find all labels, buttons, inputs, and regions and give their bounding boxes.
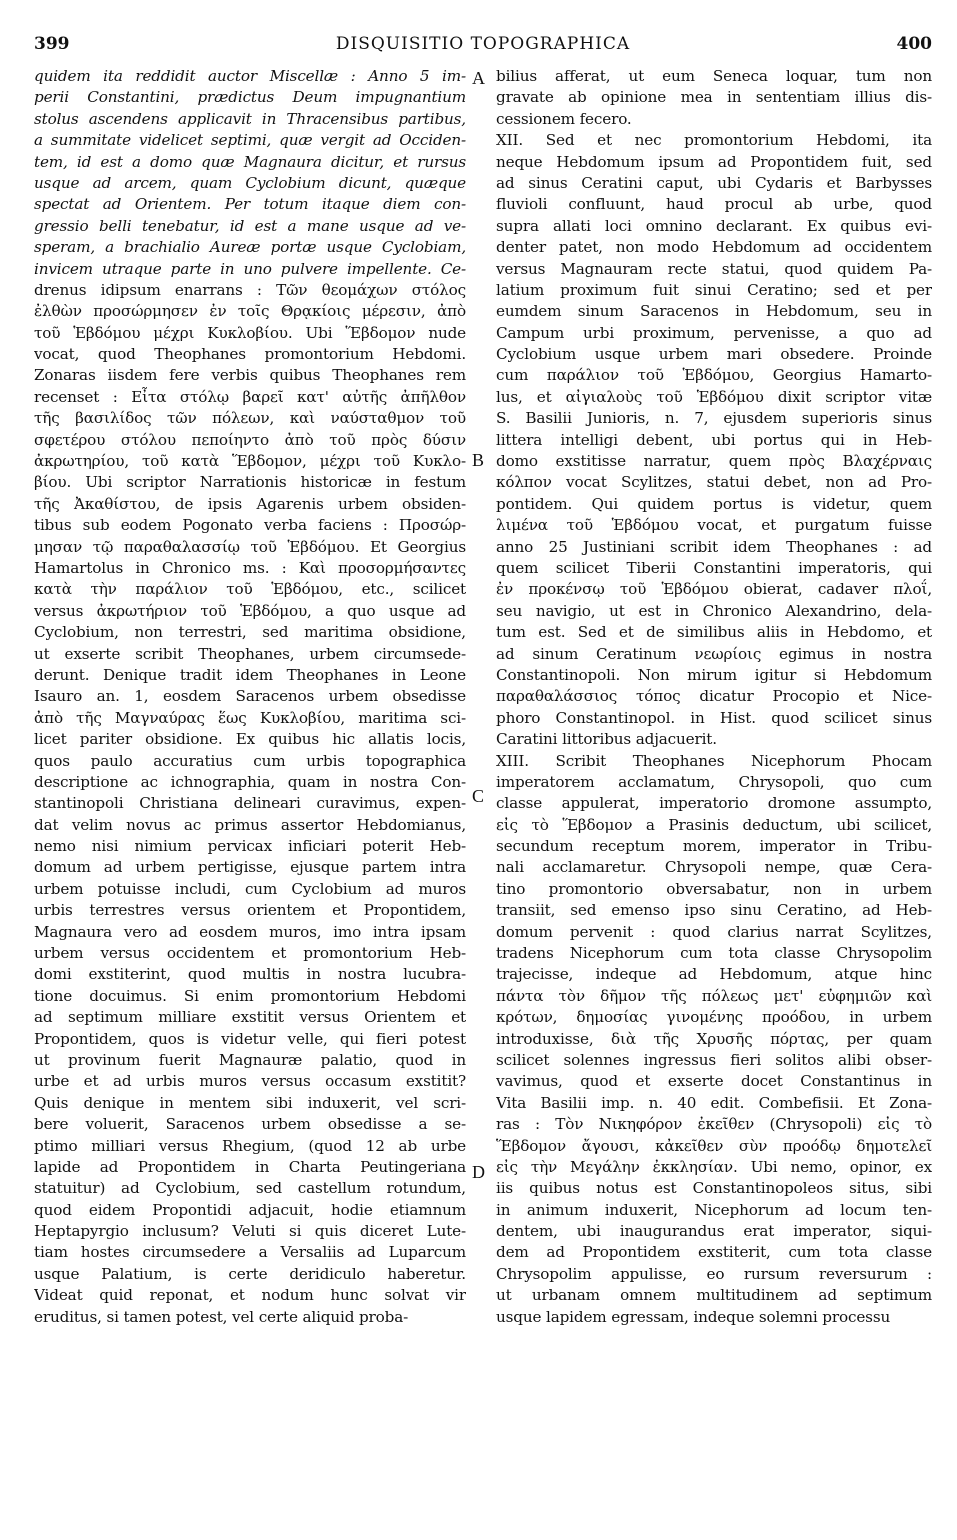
left-column-line: σφετέρου στόλου πεποίηντο ἀπὸ τοῦ πρὸς δύσιν bbox=[34, 430, 466, 449]
left-column bbox=[34, 66, 466, 1328]
left-column-line: μησαν τῷ παραθαλασσίῳ τοῦ Ἑβδόμου. Et Georgius bbox=[34, 537, 466, 556]
left-column-line: ptimo milliari versus Rhegium, (quod 12 ab urbe bbox=[34, 1136, 466, 1155]
left-column-line: perii Constantini, prædictus Deum impugnantium bbox=[34, 88, 466, 107]
right-column-line: nali acclamaretur. Chrysopoli nempe, quæ Cera- bbox=[496, 858, 932, 877]
left-column-line: quos paulo accuratius cum urbis topographica bbox=[34, 751, 466, 770]
right-column-line: usque lapidem egressam, indeque solemni processu bbox=[496, 1307, 891, 1326]
page-number-left: 399 bbox=[34, 34, 70, 54]
left-column-line: urbis terrestres versus orientem et Propontidem, bbox=[34, 901, 466, 920]
left-column-line: drenus idipsum enarrans : Τῶν θεομάχων στόλος bbox=[34, 280, 466, 299]
right-column-line: κόλπον vocat Scylitzes, statui debet, non ad Pro- bbox=[496, 473, 932, 492]
left-column-line: Magnaura vero ad eosdem muros, imo intra ipsam bbox=[34, 922, 466, 941]
left-column-line: speram, a brachialio Aureæ portæ usque Cyclobiam, bbox=[34, 238, 466, 257]
left-column-line: bere voluerit, Saracenos urbem obsedisse a se- bbox=[34, 1115, 466, 1134]
left-column-line: ἀπὸ τῆς Μαγναύρας ἕως Κυκλοβίου, maritima sci- bbox=[34, 708, 466, 727]
right-column-line: dem ad Propontidem exstiterit, cum tota classe bbox=[496, 1243, 932, 1262]
right-column-line: XII. Sed et nec promontorium Hebdomi, ita bbox=[496, 131, 932, 150]
running-title: DISQUISITIO TOPOGRAPHICA bbox=[335, 34, 631, 54]
right-column-line: XIII. Scribit Theophanes Nicephorum Phocam bbox=[496, 751, 932, 770]
right-column-line: Caratini littoribus adjacuerit. bbox=[496, 730, 717, 749]
right-column-line: imperatorem acclamatum, Chrysopoli, quo cum bbox=[496, 772, 932, 791]
right-column-line: bilius afferat, ut eum Seneca loquar, tum non bbox=[496, 67, 932, 85]
left-column-line: descriptione ac ichnographia, quam in nostra Con- bbox=[34, 772, 466, 791]
left-column-line: a summitate videlicet septimi, quæ vergit ad Occiden- bbox=[34, 131, 466, 150]
right-column-line: ad sinus Ceratini caput, ubi Cydaris et Barbysses bbox=[496, 173, 932, 192]
right-column-line: ras : Τὸν Νικηφόρον ἐκεῖθεν (Chrysopoli) εἰς τὸ bbox=[496, 1115, 932, 1134]
left-column-line: Heptapyrgio inclusum? Veluti si quis diceret Lute- bbox=[34, 1222, 466, 1241]
right-column-line: anno 25 Justiniani scribit idem Theophanes : ad bbox=[496, 537, 932, 556]
right-column-line: classe appulerat, imperatorio dromone assumpto, bbox=[496, 794, 932, 813]
right-column-line: pontidem. Qui quidem portus is videtur, quem bbox=[496, 494, 932, 513]
left-column-line: tem, id est a domo quæ Magnaura dicitur, et rursus bbox=[34, 152, 466, 171]
right-column-line: introduxisse, διὰ τῆς Χρυσῆς πόρτας, per quam bbox=[496, 1029, 932, 1048]
page-number-right: 400 bbox=[896, 34, 932, 54]
right-column-line: fluvioli confluunt, haud procul ab urbe, quod bbox=[496, 195, 932, 214]
right-column-line: iis quibus notus est Constantinopoleos situs, sibi bbox=[496, 1179, 932, 1198]
left-column-line: Zonaras iisdem fere verbis quibus Theophanes rem bbox=[34, 366, 466, 385]
left-column-line: domum ad urbem pertigisse, ejusque partem intra bbox=[34, 858, 466, 877]
right-column-line: tino promontorio obversabatur, non in urbem bbox=[496, 879, 932, 898]
right-column-line: Ἕβδομον ἄγουσι, κἀκεῖθεν σὺν προόδῳ δημοτελεῖ bbox=[496, 1136, 932, 1155]
left-column-line: urbem versus occidentem et promontorium Heb- bbox=[34, 944, 466, 963]
right-column bbox=[496, 66, 932, 1328]
left-column-line: Cyclobium, non terrestri, sed maritima obsidione, bbox=[34, 623, 466, 642]
right-column-line: λιμένα τοῦ Ἑβδόμου vocat, et purgatum fuisse bbox=[496, 516, 932, 535]
left-column-line: ἐλθὼν προσώρμησεν ἐν τοῖς Θρᾳκίοις μέρεσιν, ἀπὸ bbox=[34, 302, 466, 321]
right-column-line: πάντα τὸν δῆμον τῆς πόλεως μετ' εὐφημιῶν καὶ bbox=[496, 986, 932, 1005]
left-column-line: gressio belli tenebatur, id est a mane usque ad ve- bbox=[34, 216, 466, 235]
left-column-line: Videat quid reponat, et nodum hunc solvat vir bbox=[34, 1286, 466, 1305]
left-column-line: τῆς Ἀκαθίστου, de ipsis Agarenis urbem obsiden- bbox=[34, 494, 466, 513]
left-column-line: ad septimum milliare exstitit versus Orientem et bbox=[34, 1008, 466, 1027]
left-column-line: eruditus, si tamen potest, vel certe aliquid proba- bbox=[34, 1307, 409, 1326]
left-column-line: Quis denique in mentem sibi induxerit, vel scri- bbox=[34, 1093, 466, 1112]
right-column-line: eumdem sinum Saracenos in Hebdomum, seu in bbox=[496, 302, 932, 321]
right-column-line: ad sinum Ceratinum νεωρίοις egimus in nostra bbox=[496, 644, 932, 663]
right-column-line: scilicet solennes ingressus fieri solitos alibi obser- bbox=[496, 1050, 932, 1069]
right-column-line: supra allati loci omnino declarant. Ex quibus evi- bbox=[496, 216, 932, 235]
left-column-line: licet pariter obsidione. Ex quibus hic allatis locis, bbox=[34, 730, 466, 749]
margin-letter-a: A bbox=[472, 68, 485, 88]
right-column-line: Cyclobium usque urbem mari obsedere. Proinde bbox=[496, 345, 932, 364]
left-column-line: tiam hostes circumsedere a Versaliis ad Luparcum bbox=[34, 1243, 466, 1262]
left-column-line: usque Palatium, is certe deridiculo haberetur. bbox=[34, 1264, 466, 1283]
right-column-line: quem scilicet Tiberii Constantini imperatoris, qui bbox=[496, 558, 932, 577]
left-column-line: versus ἀκρωτήριον τοῦ Ἑβδόμου, a quo usque ad bbox=[34, 601, 466, 620]
right-column-line: seu navigio, ut est in Chronico Alexandrino, dela- bbox=[496, 601, 932, 620]
right-column-line: tradens Nicephorum cum tota classe Chrysopolim bbox=[496, 944, 932, 963]
left-column-line: τοῦ Ἑβδόμου μέχρι Κυκλοβίου. Ubi Ἕβδομον nude bbox=[34, 323, 466, 342]
left-column-line: ut provinum fuerit Magnauræ palatio, quod in bbox=[34, 1050, 466, 1069]
left-column-line: vocat, quod Theophanes promontorium Hebdomi. bbox=[34, 345, 466, 364]
left-column-line: dat velim novus ac primus assertor Hebdomianus, bbox=[34, 815, 466, 834]
left-column-line: τῆς βασιλίδος τῶν πόλεων, καὶ ναύσταθμον τοῦ bbox=[34, 409, 466, 428]
left-column-line: invicem utraque parte in uno pulvere impellente. Ce- bbox=[34, 259, 466, 278]
right-column-line: domo exstitisse narratur, quem πρὸς Βλαχέρναις bbox=[496, 452, 932, 471]
right-column-line: εἰς τὸ Ἕβδομον a Prasinis deductum, ubi scilicet, bbox=[496, 815, 932, 834]
right-column-line: Constantinopoli. Non mirum igitur si Hebdomum bbox=[496, 665, 932, 684]
right-column-line: trajecisse, indeque ad Hebdomum, atque hinc bbox=[496, 965, 932, 984]
right-column-line: Campum urbi proximum, pervenisse, a quo ad bbox=[496, 323, 932, 342]
margin-letter-d: D bbox=[472, 1162, 485, 1182]
left-column-line: urbem potuisse includi, cum Cyclobium ad muros bbox=[34, 879, 466, 898]
right-column-line: dentem, ubi inaugurandus erat imperator, siqui- bbox=[496, 1222, 932, 1241]
right-column-line: tum est. Sed et de similibus aliis in Hebdomo, et bbox=[496, 623, 932, 642]
right-column-line: ἐν προκένσῳ τοῦ Ἑβδόμου obierat, cadaver πλοΐ, bbox=[496, 580, 932, 599]
left-column-line: stolus ascendens applicavit in Thracensibus partibus, bbox=[34, 109, 466, 128]
left-column-line: spectat ad Orientem. Per totum itaque diem con- bbox=[34, 195, 466, 214]
right-column-line: phoro Constantinopol. in Hist. quod scilicet sinus bbox=[496, 708, 932, 727]
left-column-line: statuitur) ad Cyclobium, sed castellum rotundum, bbox=[34, 1179, 466, 1198]
right-column-line: εἰς τὴν Μεγάλην ἐκκλησίαν. Ubi nemo, opinor, ex bbox=[496, 1157, 932, 1176]
right-column-line: ut urbanam omnem multitudinem ad septimum bbox=[496, 1286, 932, 1305]
right-column-line: κρότων, δημοσίας γινομένης προόδου, in urbem bbox=[496, 1008, 932, 1027]
right-column-line: latium proximum fuit sinui Ceratino; sed et per bbox=[496, 280, 932, 299]
right-column-line: gravate ab opinione mea in sententiam illius dis- bbox=[496, 88, 932, 107]
right-column-line: denter patet, non modo Hebdomum ad occidentem bbox=[496, 238, 932, 257]
left-column-line: urbe et ad urbis muros versus occasum exstitit? bbox=[34, 1072, 466, 1091]
left-column-line: stantinopoli Christiana delineari curavimus, expen- bbox=[34, 794, 466, 813]
left-column-line: usque ad arcem, quam Cyclobium dicunt, quæque bbox=[34, 173, 466, 192]
left-column-line: recenset : Εἶτα στόλῳ βαρεῖ κατ' αὐτῆς ἀπῆλθον bbox=[34, 387, 466, 406]
left-column-line: nemo nisi nimium pervicax inficiari poterit Heb- bbox=[34, 837, 466, 856]
right-column-line: versus Magnauram recte statui, quod quidem Pa- bbox=[496, 259, 932, 278]
left-column-line: tibus sub eodem Pogonato verba faciens : Προσώρ- bbox=[34, 516, 466, 535]
left-column-line: βίου. Ubi scriptor Narrationis historicæ in festum bbox=[34, 473, 466, 492]
right-column-line: S. Basilii Junioris, n. 7, ejusdem superioris sinus bbox=[496, 409, 932, 428]
left-column-line: Isauro an. 1, eosdem Saracenos urbem obsedisse bbox=[34, 687, 466, 706]
left-column-line: ut exserte scribit Theophanes, urbem circumsede- bbox=[34, 644, 466, 663]
right-column-line: cessionem fecero. bbox=[496, 109, 632, 128]
left-column-line: ἀκρωτηρίου, τοῦ κατὰ Ἕβδομον, μέχρι τοῦ Κυκλο- bbox=[34, 452, 466, 471]
right-column-line: Chrysopolim appulisse, eo rursum reversurum : bbox=[496, 1264, 932, 1283]
right-column-line: lus, et αἰγιαλοὺς τοῦ Ἑβδόμου dixit scriptor vitæ bbox=[496, 387, 932, 406]
right-column-line: secundum receptum morem, imperator in Tribu- bbox=[496, 837, 932, 856]
left-column-line: tione docuimus. Si enim promontorium Hebdomi bbox=[34, 986, 466, 1005]
left-column-line: Propontidem, quos is videtur velle, qui fieri potest bbox=[34, 1029, 466, 1048]
right-column-line: παραθαλάσσιος τόπος dicatur Procopio et Nice- bbox=[496, 687, 932, 706]
right-column-line: cum παράλιον τοῦ Ἑβδόμου, Georgius Hamarto- bbox=[496, 366, 932, 385]
left-column-line: quidem ita reddidit auctor Miscellæ : Anno 5 im- bbox=[34, 67, 466, 85]
right-column-line: neque Hebdomum ipsum ad Propontidem fuit, sed bbox=[496, 152, 932, 171]
left-column-line: κατὰ τὴν παράλιον τοῦ Ἑβδόμου, etc., scilicet bbox=[34, 580, 466, 599]
right-column-line: domum pervenit : quod clarius narrat Scylitzes, bbox=[496, 922, 932, 941]
page-header bbox=[34, 34, 932, 64]
right-column-line: vavimus, quod et exserte docet Constantinus in bbox=[496, 1072, 932, 1091]
right-column-line: in animum induxerit, Nicephorum ad locum ten- bbox=[496, 1200, 932, 1219]
right-column-line: littera intelligi debent, ubi portus qui in Heb- bbox=[496, 430, 932, 449]
right-column-line: Vita Basilii imp. n. 40 edit. Combefisii. Et Zona- bbox=[496, 1093, 932, 1112]
left-column-line: lapide ad Propontidem in Charta Peutingeriana bbox=[34, 1157, 466, 1176]
left-column-line: Hamartolus in Chronico ms. : Καὶ προσορμήσαντες bbox=[34, 558, 466, 577]
right-column-line: transiit, sed emenso ipso sinu Ceratino, ad Heb- bbox=[496, 901, 932, 920]
margin-letter-c: C bbox=[472, 786, 485, 806]
margin-letter-b: B bbox=[472, 450, 485, 470]
left-column-line: quod eidem Propontidi adjacuit, hodie etiamnum bbox=[34, 1200, 466, 1219]
left-column-line: derunt. Denique tradit idem Theophanes in Leone bbox=[34, 665, 466, 684]
left-column-line: domi exstiterint, quod multis in nostra lucubra- bbox=[34, 965, 466, 984]
